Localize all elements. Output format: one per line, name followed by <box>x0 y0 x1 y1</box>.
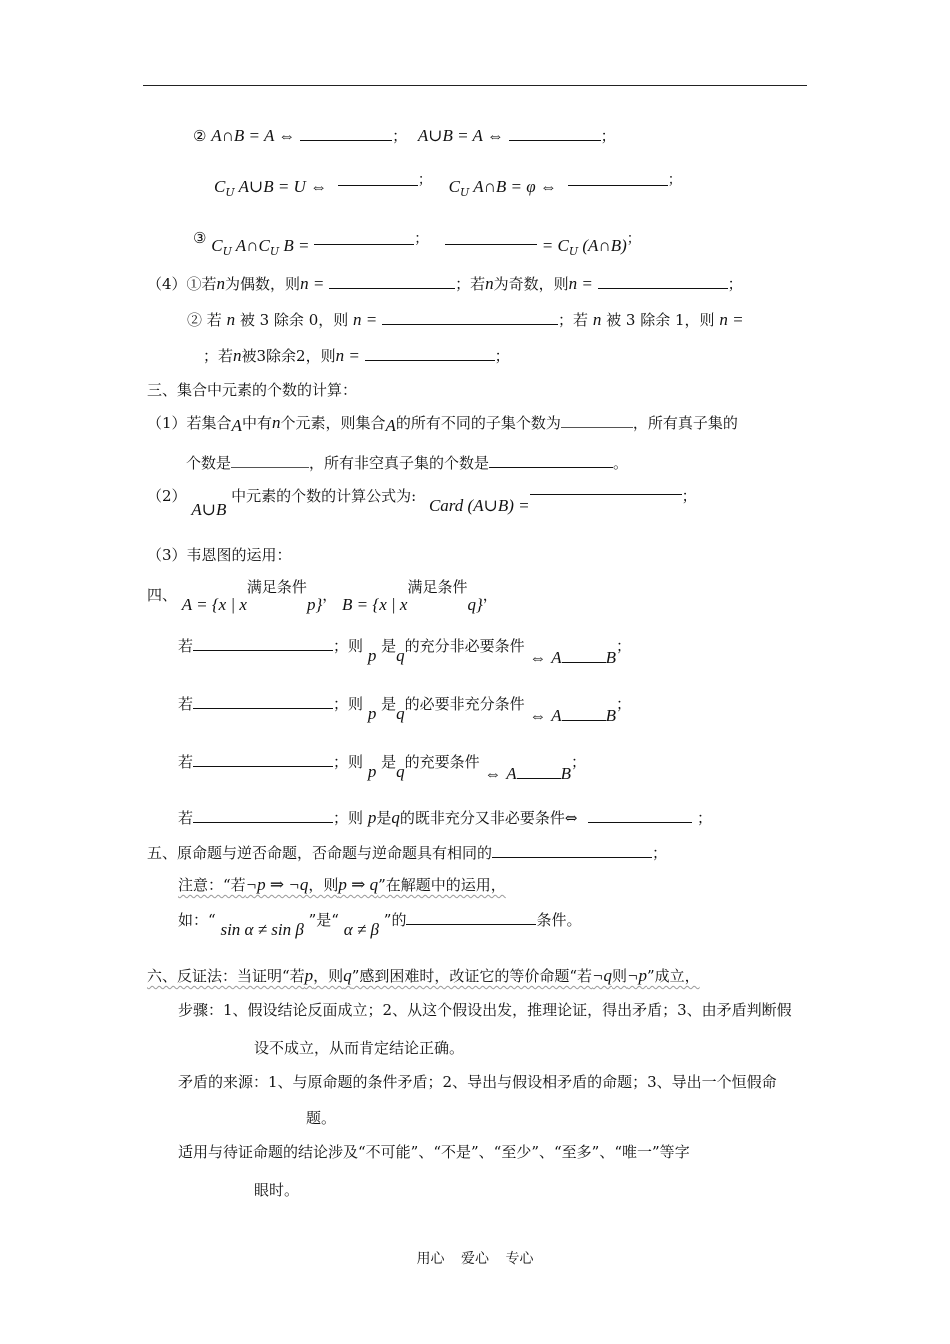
section-5-note <box>178 875 506 895</box>
text: 四、 <box>147 586 178 604</box>
answer-blank <box>365 346 495 361</box>
text: 若 <box>178 695 194 713</box>
formula: A∪B = A ⇔ <box>417 126 504 145</box>
variable: A <box>385 416 396 435</box>
answer-blank <box>231 453 309 468</box>
section-6-steps-cont: 设不成立，从而肯定结论正确。 <box>254 1039 465 1057</box>
formula: (A∩B) <box>578 236 627 255</box>
text: 若 <box>178 753 194 771</box>
text: 的充要条件 <box>404 753 480 771</box>
formula: A∩B = A ⇔ <box>211 126 296 145</box>
separator: ； <box>494 347 510 365</box>
subscript: U <box>460 186 470 199</box>
text: ”是“ <box>308 911 339 929</box>
text: 满足条件 <box>407 578 468 596</box>
separator: ， <box>482 586 498 604</box>
separator: ； <box>681 487 697 505</box>
subscript: U <box>225 186 235 199</box>
text: ；若 <box>558 311 589 329</box>
separator: ； <box>652 844 668 862</box>
item-3-line <box>193 228 641 262</box>
text: 中元素的个数的计算公式为: <box>231 487 417 505</box>
answer-blank <box>329 274 455 289</box>
text: 五、原命题与逆否命题，否命题与逆命题具有相同的 <box>147 844 493 862</box>
text: 是 <box>381 637 397 655</box>
answer-blank <box>193 808 333 823</box>
answer-blank <box>562 706 606 721</box>
text: 条件。 <box>536 911 582 929</box>
text: ；则 <box>333 753 364 771</box>
item-number: ② <box>193 127 207 145</box>
separator: ； <box>392 127 408 145</box>
formula: B = <box>279 236 310 255</box>
formula: A∩B = φ ⇔ <box>469 177 557 196</box>
footer-word: 专心 <box>505 1251 534 1267</box>
iff-symbol: ⇔ <box>529 648 547 667</box>
text: 个数是 <box>186 454 232 472</box>
separator: ； <box>414 231 429 247</box>
text: ，所有非空真子集的个数是 <box>309 454 490 472</box>
text: ”在解题中的运用， <box>378 876 506 894</box>
section-3-p3 <box>147 486 697 520</box>
separator: ； <box>600 127 616 145</box>
answer-blank <box>492 843 652 858</box>
formula: A∪B <box>191 500 227 519</box>
text: 被 3 除余 1，则 <box>606 311 715 329</box>
variable: n <box>226 310 236 329</box>
text: 六、反证法：当证明“若 <box>147 967 305 985</box>
variable: A <box>506 764 517 783</box>
answer-blank <box>406 910 536 925</box>
section-6-title <box>147 966 700 986</box>
text: ，则 <box>308 876 339 894</box>
text: ，则 <box>313 967 344 985</box>
item-number: ③ <box>193 229 207 247</box>
answer-blank <box>300 126 392 141</box>
page-footer <box>0 1248 950 1268</box>
text: 注意：“若 <box>178 876 246 894</box>
section-3-p2 <box>186 453 628 473</box>
formula: A = {x | x <box>181 595 247 614</box>
answer-blank <box>530 494 682 495</box>
section-3-p4: （3）韦恩图的运用： <box>147 546 292 564</box>
section-5-title <box>147 843 667 863</box>
text: ”感到困难时，改证它的等价命题“若 <box>351 967 593 985</box>
condition-row-2 <box>178 694 631 726</box>
text: 是 <box>381 695 397 713</box>
variable: q <box>396 646 405 665</box>
text: ；则 <box>333 695 364 713</box>
formula: A∩C <box>231 236 270 255</box>
subscript: U <box>222 245 232 258</box>
text: 若 <box>178 637 194 655</box>
variable: A <box>551 648 562 667</box>
formula: ¬q <box>592 966 613 985</box>
text: 如：“ <box>178 911 216 929</box>
item-4-line3 <box>203 346 510 366</box>
variable: q <box>396 762 405 781</box>
text: （2） <box>147 487 187 505</box>
answer-blank <box>598 274 728 289</box>
variable: p <box>367 704 377 723</box>
answer-blank <box>588 808 692 823</box>
section-6-sources: 矛盾的来源：1、与原命题的条件矛盾；2、导出与假设相矛盾的命题；3、导出一个恒假命 <box>178 1073 777 1091</box>
separator: ； <box>615 695 631 713</box>
formula: n = <box>335 346 360 365</box>
text: ② 若 <box>187 311 222 329</box>
complement-symbol: C <box>214 177 226 196</box>
answer-blank <box>568 185 668 186</box>
text: ”成立， <box>647 967 700 985</box>
text: （4）①若 <box>147 275 217 293</box>
variable: n <box>216 274 226 293</box>
text: 满足条件 <box>246 578 307 596</box>
text: 的既非充分又非必要条件 <box>399 809 565 827</box>
text: ”的 <box>383 911 407 929</box>
subscript: U <box>269 245 280 258</box>
subscript: U <box>568 245 579 258</box>
formula: ¬p <box>627 966 648 985</box>
footer-word: 用心 <box>416 1251 445 1267</box>
text: 为奇数，则 <box>493 275 569 293</box>
text: 的所有不同的子集个数为 <box>395 414 561 432</box>
section-3-title: 三、集合中元素的个数的计算： <box>147 381 358 399</box>
condition-row-3 <box>178 752 586 784</box>
text: 中有 <box>241 414 272 432</box>
text: （1）若集合 <box>147 414 232 432</box>
separator: ； <box>667 172 682 188</box>
item-4-line1 <box>147 274 743 294</box>
section-6-steps: 步骤：1、假设结论反面成立；2、从这个假设出发，推理论证，得出矛盾；3、由矛盾判断假 <box>178 1001 792 1019</box>
variable: B <box>605 648 616 667</box>
text: 为偶数，则 <box>225 275 301 293</box>
variable: n <box>592 310 602 329</box>
answer-blank <box>193 636 333 651</box>
text: ；若 <box>203 347 234 365</box>
variable: p <box>304 966 314 985</box>
formula: p ⇒ q <box>338 875 379 894</box>
condition-row-1 <box>178 636 631 668</box>
formula: B = {x | x <box>342 595 408 614</box>
formula: = C <box>541 236 569 255</box>
formula: q} <box>467 595 483 614</box>
answer-blank <box>489 453 613 468</box>
variable: B <box>560 764 571 783</box>
iff-symbol: ⇔ <box>529 706 547 725</box>
variable: n <box>485 274 494 293</box>
condition-row-4 <box>178 808 712 828</box>
formula: p} <box>306 595 323 614</box>
section-5-example <box>178 910 581 940</box>
answer-blank <box>509 126 601 141</box>
text: ；则 <box>333 637 364 655</box>
item-4-line2 <box>187 310 744 330</box>
footer-word: 爱心 <box>461 1251 489 1267</box>
section-4-title <box>147 577 498 615</box>
text: ；若 <box>455 275 486 293</box>
answer-blank <box>193 752 333 767</box>
separator: ； <box>626 231 641 247</box>
iff-symbol: ⇔ <box>564 809 578 827</box>
text: 被3除余2，则 <box>241 347 336 365</box>
text: 则 <box>612 967 628 985</box>
answer-blank <box>338 185 418 186</box>
separator: ； <box>570 753 586 771</box>
answer-blank <box>561 413 633 428</box>
formula: Card (A∪B) = <box>428 496 530 515</box>
answer-blank <box>562 648 606 663</box>
formula: A∪B = U ⇔ <box>234 177 328 196</box>
variable: A <box>551 706 562 725</box>
variable: q <box>391 808 400 827</box>
text: 被 3 除余 0，则 <box>239 311 349 329</box>
text: 的必要非充分条件 <box>404 695 525 713</box>
text: 的充分非必要条件 <box>404 637 525 655</box>
separator: ； <box>615 637 631 655</box>
separator: ； <box>696 809 712 827</box>
variable: p <box>367 762 377 781</box>
variable: q <box>396 704 405 723</box>
formula: α ≠ β <box>343 920 379 939</box>
answer-blank <box>382 310 558 325</box>
text: ，所有真子集的 <box>632 414 738 432</box>
text: 是 <box>381 753 397 771</box>
complement-symbol: C <box>448 177 460 196</box>
formula: n = <box>719 310 744 329</box>
text: 是 <box>376 809 392 827</box>
item-2-line2 <box>214 170 682 203</box>
section-6-usage-cont: 眼时。 <box>254 1181 300 1199</box>
variable: p <box>367 646 377 665</box>
formula: ¬p ⇒ ¬q <box>245 875 309 894</box>
section-3-p1 <box>147 413 738 436</box>
separator: ， <box>322 586 338 604</box>
text: 若 <box>178 809 194 827</box>
variable: n <box>271 413 281 432</box>
formula: sin α ≠ sin β <box>220 920 304 939</box>
formula: n = <box>353 310 378 329</box>
variable: p <box>367 808 377 827</box>
variable: A <box>231 416 242 435</box>
text: 。 <box>613 454 629 472</box>
formula: n = <box>568 274 593 293</box>
answer-blank <box>445 244 537 245</box>
iff-symbol: ⇔ <box>484 764 502 783</box>
text: ；则 <box>333 809 364 827</box>
text: 个元素，则集合 <box>280 414 386 432</box>
answer-blank <box>517 764 561 779</box>
separator: ； <box>417 172 432 188</box>
section-6-usage: 适用与待证命题的结论涉及“不可能”、“不是”、“至少”、“至多”、“唯一”等字 <box>178 1143 690 1161</box>
variable: B <box>605 706 616 725</box>
section-6-sources-cont: 题。 <box>306 1109 337 1127</box>
answer-blank <box>314 244 414 245</box>
variable: q <box>343 966 352 985</box>
variable: n <box>233 346 242 365</box>
formula: n = <box>300 274 325 293</box>
header-rule <box>143 85 807 86</box>
item-2-line1 <box>193 126 616 146</box>
complement-symbol: C <box>211 236 223 255</box>
separator: ； <box>727 275 743 293</box>
answer-blank <box>193 694 333 709</box>
